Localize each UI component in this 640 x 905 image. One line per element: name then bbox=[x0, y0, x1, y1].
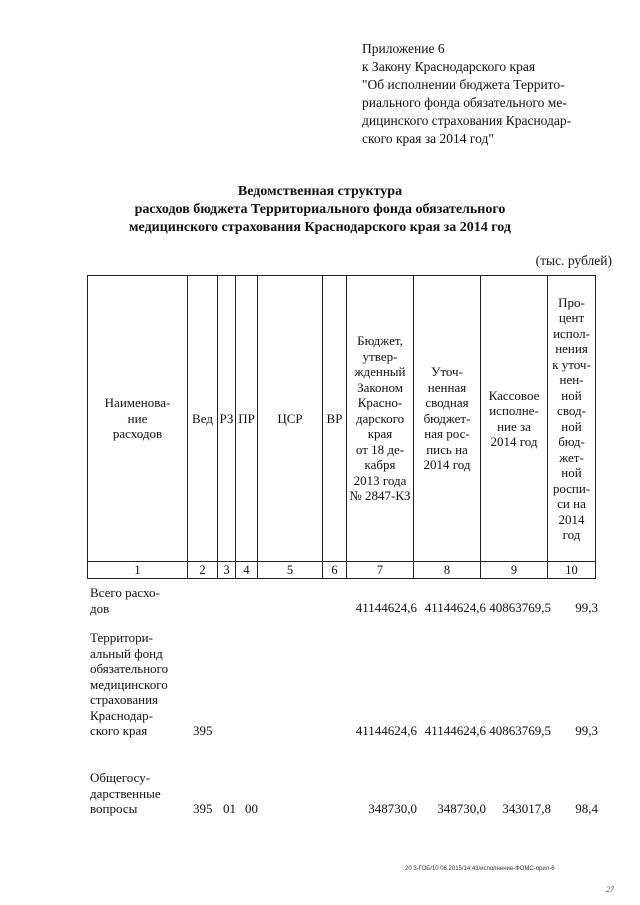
row-budget: 348730,0 bbox=[368, 801, 417, 816]
col-number: 6 bbox=[323, 562, 347, 579]
appendix-line: ского края за 2014 год" bbox=[362, 131, 494, 146]
appendix-line: к Закону Краснодарского края bbox=[362, 59, 536, 74]
row-cash: 40863769,5 bbox=[489, 600, 551, 615]
header-budget: Бюджет, утвер- жденный Законом Красно- дарского края от 18 де- кабря 2013 года № 2847-КЗ bbox=[347, 276, 414, 562]
units-label: (тыс. рублей) bbox=[535, 253, 612, 268]
col-number: 2 bbox=[188, 562, 218, 579]
col-number: 5 bbox=[258, 562, 323, 579]
document-title bbox=[0, 183, 640, 237]
header-csr: ЦСР bbox=[258, 276, 323, 562]
row-cash: 40863769,5 bbox=[489, 723, 551, 738]
appendix-line: дицинского страхования Краснодар- bbox=[362, 113, 572, 128]
col-number: 8 bbox=[414, 562, 481, 579]
appendix-note bbox=[362, 40, 612, 148]
appendix-line: риального фонда обязательного ме- bbox=[362, 95, 567, 110]
header-rz: РЗ bbox=[218, 276, 236, 562]
row-refined: 348730,0 bbox=[437, 801, 486, 816]
row-percent: 99,3 bbox=[575, 723, 598, 738]
row-pr: 00 bbox=[245, 801, 258, 816]
row-ved: 395 bbox=[193, 801, 213, 816]
row-rz: 01 bbox=[223, 801, 236, 816]
row-percent: 99,3 bbox=[575, 600, 598, 615]
row-ved: 395 bbox=[193, 723, 213, 738]
header-ved: Вед bbox=[188, 276, 218, 562]
title-line: Ведомственная структура bbox=[237, 184, 403, 199]
col-number: 1 bbox=[88, 562, 188, 579]
col-number: 10 bbox=[548, 562, 596, 579]
header-vr: ВР bbox=[323, 276, 347, 562]
row-budget: 41144624,6 bbox=[355, 600, 417, 615]
row-name: Общегосу- дарственные вопросы bbox=[90, 770, 161, 816]
page-number: 27 bbox=[606, 885, 614, 894]
title-line: медицинского страхования Краснодарского края за 2014 год bbox=[129, 220, 511, 235]
row-cash: 343017,8 bbox=[502, 801, 551, 816]
row-name: Территори- альный фонд обязательного медицинского страхования Краснодар- ского края bbox=[90, 630, 169, 738]
col-number: 3 bbox=[218, 562, 236, 579]
appendix-line: "Об исполнении бюджета Террито- bbox=[362, 77, 565, 92]
header-pr: ПР bbox=[236, 276, 258, 562]
header-refined: Уточ- ненная сводная бюджет- ная рос- пись на 2014 год bbox=[414, 276, 481, 562]
col-number: 9 bbox=[481, 562, 548, 579]
print-footer: 20 3-ГОБ/10 06.2015/14:43/исполнение-ФОМС-прил-6 bbox=[405, 866, 555, 872]
col-number: 7 bbox=[347, 562, 414, 579]
col-number: 4 bbox=[236, 562, 258, 579]
row-budget: 41144624,6 bbox=[355, 723, 417, 738]
row-refined: 41144624,6 bbox=[424, 723, 486, 738]
row-refined: 41144624,6 bbox=[424, 600, 486, 615]
table-header bbox=[87, 275, 596, 579]
row-percent: 98,4 bbox=[575, 801, 598, 816]
row-name: Всего расхо- дов bbox=[90, 585, 160, 616]
header-name: Наименова- ние расходов bbox=[88, 276, 188, 562]
appendix-line: Приложение 6 bbox=[362, 41, 445, 56]
header-cash: Кассовое исполне- ние за 2014 год bbox=[481, 276, 548, 562]
header-percent: Про- цент испол- нения к уточ- нен- ной свод- ной бюд- жет- ной роспи- си на 2014 год bbox=[548, 276, 596, 562]
title-line: расходов бюджета Территориального фонда обязательного bbox=[134, 202, 506, 217]
